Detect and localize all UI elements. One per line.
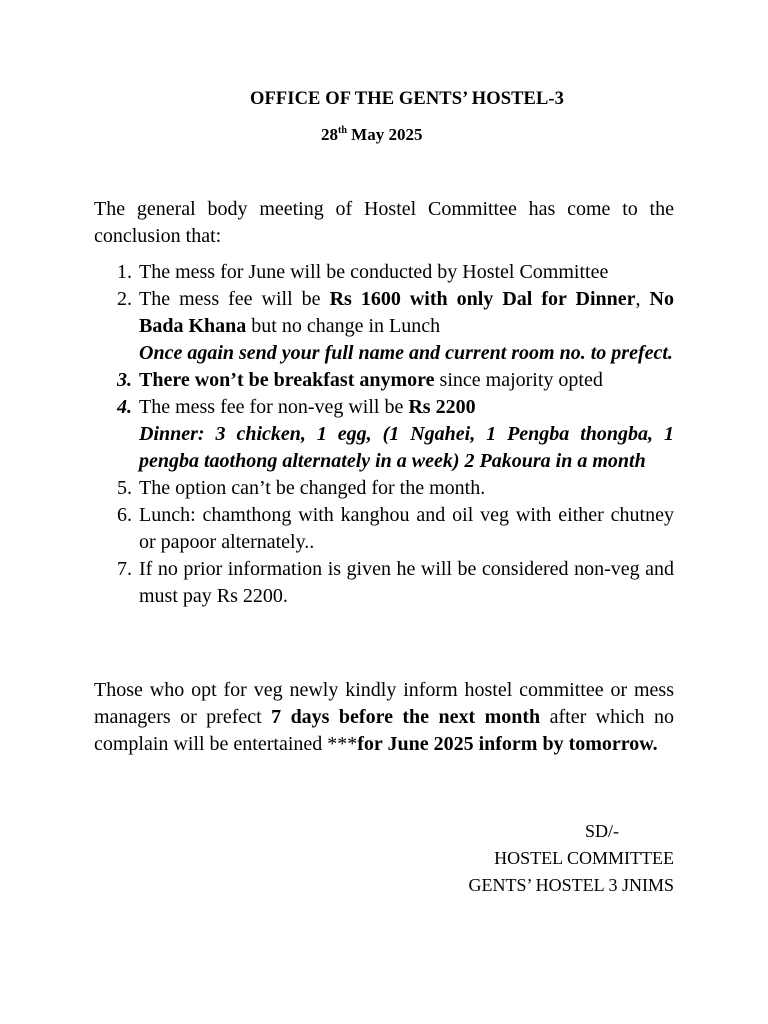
closing-paragraph — [94, 677, 674, 758]
signature-sd: SD/- — [584, 821, 619, 841]
notice-date — [321, 125, 422, 145]
item-text: since majority opted — [434, 369, 603, 391]
item-number: 6. — [117, 504, 132, 526]
intro-paragraph: The general body meeting of Hostel Committee has come to the conclusion that: — [94, 198, 674, 247]
item-bold-text: Rs 2200 — [408, 396, 476, 418]
item-text: but no change in Lunch — [246, 315, 441, 337]
item-bold-text: No Bada Khana — [139, 288, 674, 337]
item-number: 2. — [117, 288, 132, 310]
item-bold-text: Rs 1600 with only Dal for Dinner — [329, 288, 636, 310]
list-item — [94, 259, 674, 286]
list-item — [94, 367, 674, 394]
closing-text: Those who opt for veg newly kindly inform hostel committee or mess managers or prefect — [94, 679, 674, 728]
resolution-list — [94, 259, 674, 610]
list-item — [94, 502, 674, 556]
date-month-year: May 2025 — [346, 125, 423, 144]
signature-line: HOSTEL COMMITTEE — [494, 848, 674, 868]
list-item — [94, 394, 674, 475]
item-text: If no prior information is given he will be considered non-veg and must pay Rs 2200. — [139, 558, 674, 607]
item-text: The mess fee will be — [139, 288, 330, 310]
item-number: 1. — [117, 261, 132, 283]
item-text: Lunch: chamthong with kanghou and oil veg with either chutney or papoor alternately.. — [139, 504, 674, 553]
item-note: Dinner: 3 chicken, 1 egg, (1 Ngahei, 1 Pengba thongba, 1 pengba taothong alternately in a week) 2 Pakoura in a month — [139, 423, 674, 472]
list-item — [94, 286, 674, 367]
closing-bold-text: for June 2025 inform by tomorrow. — [357, 733, 658, 755]
item-text: , — [635, 288, 650, 310]
date-suffix: th — [338, 125, 347, 136]
item-text: The mess fee for non-veg will be — [139, 396, 409, 418]
item-bold-text: There won’t be breakfast anymore — [139, 369, 435, 391]
item-number: 4. — [117, 396, 132, 418]
item-number: 5. — [117, 477, 132, 499]
item-number: 7. — [117, 558, 132, 580]
closing-text: after which no complain will be entertained *** — [94, 706, 674, 755]
notice-title: OFFICE OF THE GENTS’ HOSTEL-3 — [249, 89, 565, 109]
signature-block — [374, 818, 674, 899]
item-number: 3. — [117, 369, 132, 391]
item-text: The option can’t be changed for the month. — [139, 477, 486, 499]
item-text: The mess for June will be conducted by Hostel Committee — [139, 261, 609, 283]
date-day: 28 — [321, 125, 338, 144]
closing-bold-text: 7 days before the next month — [271, 706, 541, 728]
signature-line: GENTS’ HOSTEL 3 JNIMS — [468, 875, 674, 895]
list-item — [94, 556, 674, 610]
item-note: Once again send your full name and current room no. to prefect. — [139, 342, 673, 364]
list-item — [94, 475, 674, 502]
